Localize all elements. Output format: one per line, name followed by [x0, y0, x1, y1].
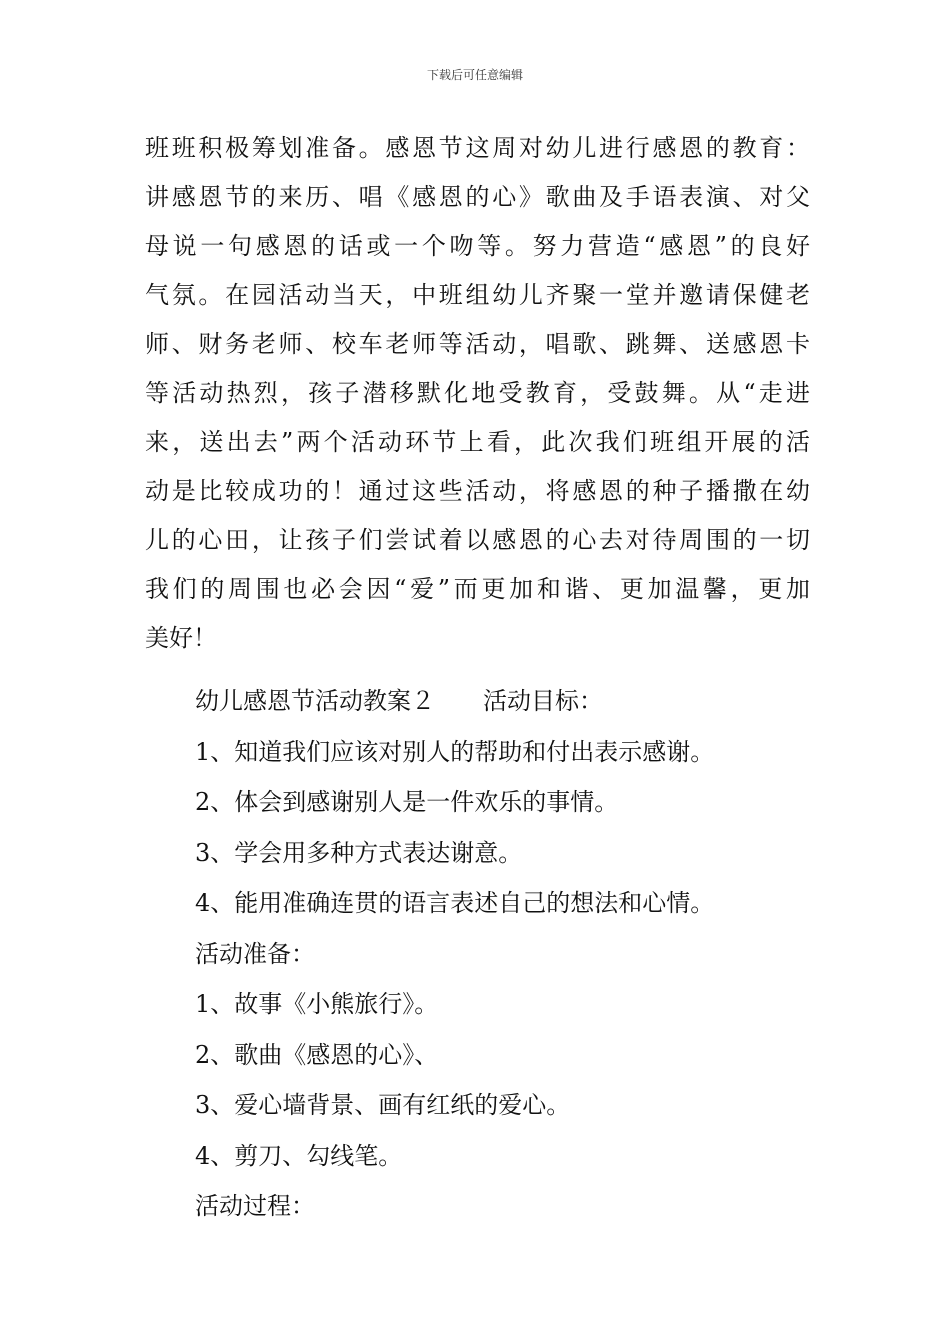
prep-item: 3、爱心墙背景、画有红纸的爱心。 — [195, 1091, 571, 1119]
plan-title: 幼儿感恩节活动教案２ — [195, 687, 435, 715]
lesson-plan-section — [195, 676, 835, 1232]
prep-item: 1、故事《小熊旅行》。 — [195, 990, 439, 1018]
prep-heading: 活动准备： — [195, 939, 315, 968]
paragraph-line: 我们的周围也必会因“爱”而更加和谐、更加温馨，更加 — [145, 575, 810, 603]
goal-item: 4、能用准确连贯的语言表述自己的想法和心情。 — [195, 889, 715, 917]
paragraph-line: 儿的心田，让孩子们尝试着以感恩的心去对待周围的一切 — [145, 526, 810, 554]
paragraph-line: 师、财务老师、校车老师等活动，唱歌、跳舞、送感恩卡 — [145, 330, 810, 358]
paragraph-line: 班班积极筹划准备。感恩节这周对幼儿进行感恩的教育： — [145, 134, 810, 162]
paragraph-line: 气氛。在园活动当天，中班组幼儿齐聚一堂并邀请保健老 — [145, 281, 810, 309]
paragraph-block — [145, 124, 810, 663]
paragraph-line: 动是比较成功的！通过这些活动，将感恩的种子播撒在幼 — [145, 477, 810, 505]
prep-item: 2、歌曲《感恩的心》、 — [195, 1040, 439, 1069]
goal-item: 1、知道我们应该对别人的帮助和付出表示感谢。 — [195, 737, 715, 766]
plan-title-row — [195, 676, 835, 727]
paragraph-line: 母说一句感恩的话或一个吻等。努力营造“感恩”的良好 — [145, 232, 810, 260]
paragraph-line: 来，送出去”两个活动环节上看，此次我们班组开展的活 — [145, 428, 810, 456]
page-header-note: 下载后可任意编辑 — [426, 68, 523, 82]
goals-heading: 活动目标： — [483, 687, 603, 715]
paragraph-line: 美好！ — [145, 624, 217, 652]
goal-item: 2、体会到感谢别人是一件欢乐的事情。 — [195, 788, 619, 816]
paragraph-line: 讲感恩节的来历、唱《感恩的心》歌曲及手语表演、对父 — [145, 183, 810, 211]
paragraph-line: 等活动热烈，孩子潜移默化地受教育，受鼓舞。从“走进 — [145, 379, 810, 407]
process-heading: 活动过程： — [195, 1192, 315, 1220]
goal-item: 3、学会用多种方式表达谢意。 — [195, 838, 523, 867]
prep-item: 4、剪刀、勾线笔。 — [195, 1141, 403, 1170]
